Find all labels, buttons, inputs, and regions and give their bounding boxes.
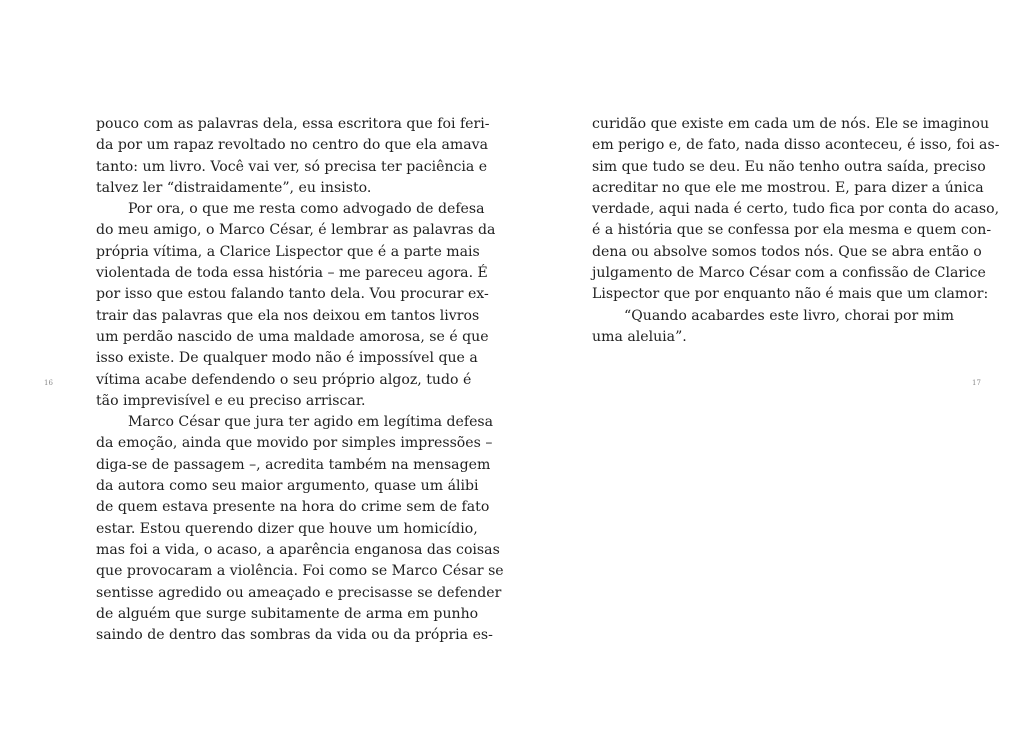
- text-line: de alguém que surge subitamente de arma em punho: [96, 605, 479, 622]
- text-line: verdade, aqui nada é certo, tudo fica por conta do acaso,: [592, 201, 1000, 218]
- text-line: é a história que se confessa por ela mesma e quem con-: [592, 222, 992, 239]
- left-page-body: [96, 114, 504, 646]
- text-line: julgamento de Marco César com a confissão de Clarice: [592, 265, 986, 282]
- text-line: Por ora, o que me resta como advogado de defesa: [128, 201, 485, 218]
- right-page-body: [592, 114, 1000, 348]
- left-page-number: 16: [44, 379, 53, 387]
- text-line: diga-se de passagem –, acredita também na mensagem: [96, 456, 491, 473]
- text-line: própria vítima, a Clarice Lispector que é a parte mais: [96, 243, 480, 260]
- text-line: sim que tudo se deu. Eu não tenho outra saída, preciso: [592, 158, 986, 175]
- text-line: por isso que estou falando tanto dela. Vou procurar ex-: [96, 286, 489, 303]
- text-line: violentada de toda essa história – me pareceu agora. É: [96, 265, 488, 282]
- text-line: tanto: um livro. Você vai ver, só precisa ter paciência e: [96, 158, 488, 175]
- text-line: Lispector que por enquanto não é mais que um clamor:: [592, 286, 989, 303]
- text-line: Marco César que jura ter agido em legítima defesa: [128, 414, 494, 431]
- text-line: de quem estava presente na hora do crime sem de fato: [96, 499, 490, 516]
- text-line: dena ou absolve somos todos nós. Que se abra então o: [592, 243, 982, 260]
- text-line: tão imprevisível e eu preciso arriscar.: [96, 392, 366, 409]
- text-line: da por um rapaz revoltado no centro do que ela amava: [96, 137, 488, 154]
- text-line: vítima acabe defendendo o seu próprio algoz, tudo é: [96, 371, 472, 388]
- text-line: uma aleluia”.: [592, 328, 687, 345]
- text-line: do meu amigo, o Marco César, é lembrar as palavras da: [96, 222, 496, 239]
- text-line: sentisse agredido ou ameaçado e precisasse se defender: [96, 584, 502, 601]
- text-line: acreditar no que ele me mostrou. E, para dizer a única: [592, 179, 984, 196]
- text-line: pouco com as palavras dela, essa escritora que foi feri-: [96, 116, 490, 132]
- text-line: um perdão nascido de uma maldade amorosa, se é que: [96, 328, 489, 345]
- text-line: da autora como seu maior argumento, quase um álibi: [96, 478, 479, 495]
- text-line: talvez ler “distraidamente”, eu insisto.: [96, 179, 372, 196]
- text-line: saindo de dentro das sombras da vida ou da própria es-: [96, 627, 493, 644]
- text-line: trair das palavras que ela nos deixou em tantos livros: [96, 307, 480, 324]
- text-line: da emoção, ainda que movido por simples impressões –: [96, 435, 493, 452]
- text-line: mas foi a vida, o acaso, a aparência enganosa das coisas: [96, 541, 500, 558]
- text-line: em perigo e, de fato, nada disso aconteceu, é isso, foi as-: [592, 137, 1000, 154]
- text-line: “Quando acabardes este livro, chorai por mim: [624, 307, 954, 324]
- text-line: curidão que existe em cada um de nós. Ele se imaginou: [592, 116, 990, 132]
- right-page-number: 17: [972, 379, 981, 387]
- text-line: estar. Estou querendo dizer que houve um homicídio,: [96, 520, 478, 537]
- text-line: que provocaram a violência. Foi como se Marco César se: [96, 563, 504, 580]
- text-line: isso existe. De qualquer modo não é impossível que a: [96, 350, 478, 367]
